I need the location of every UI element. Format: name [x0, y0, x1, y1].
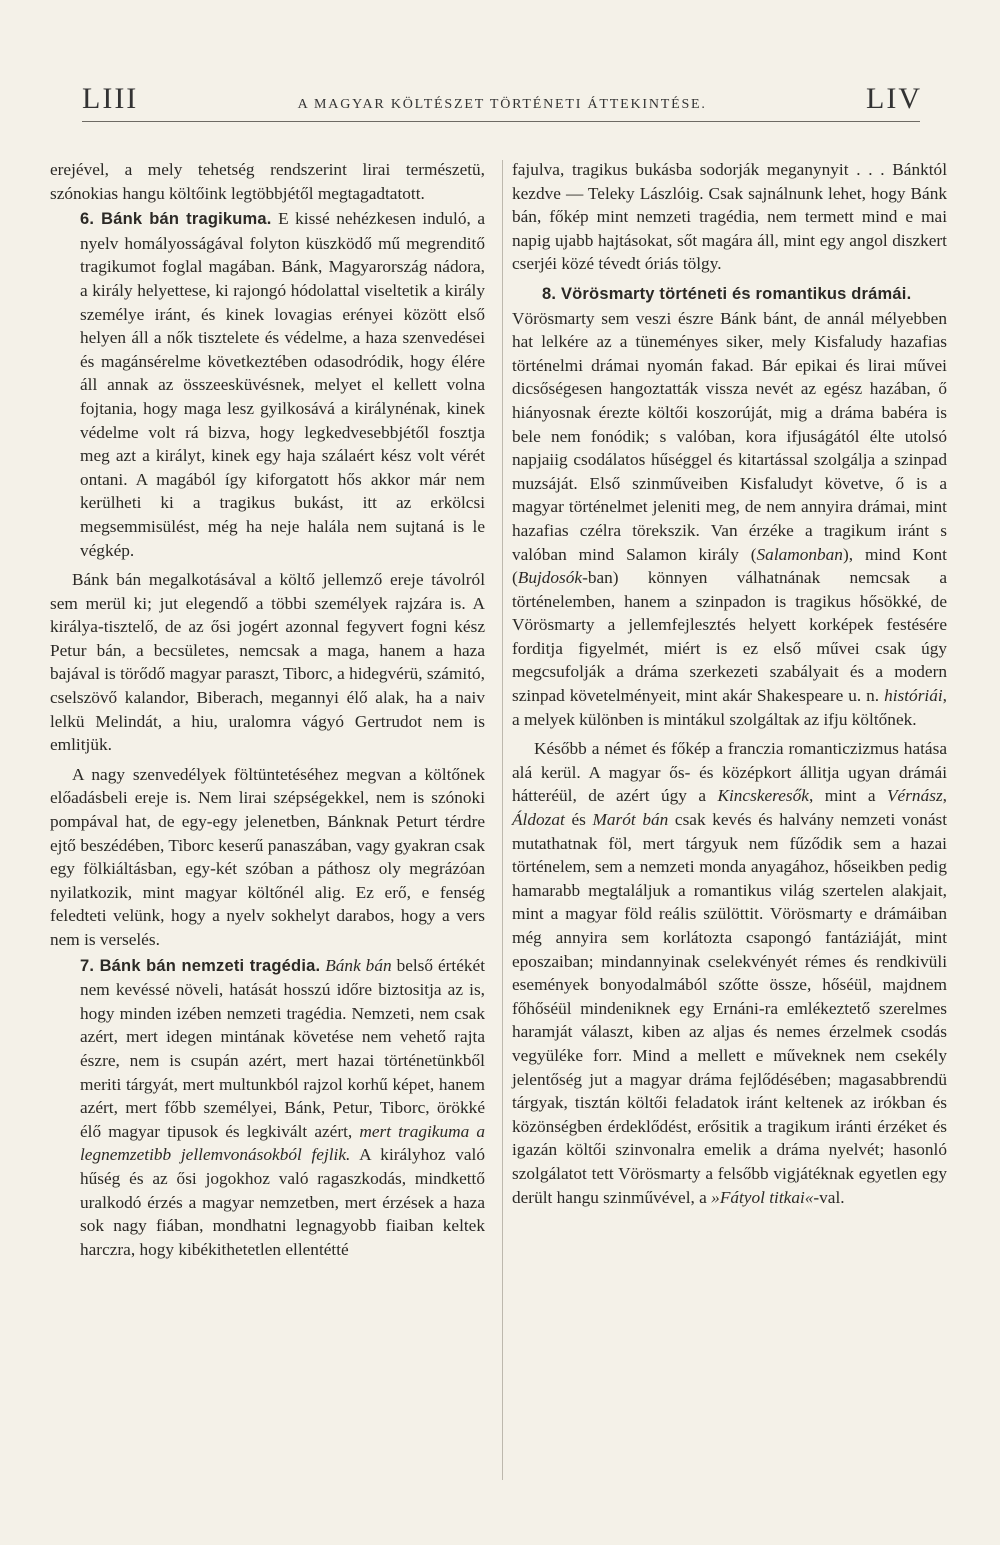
section-8-body	[512, 307, 947, 732]
section-heading: 7. Bánk bán nemzeti tragédia.	[80, 956, 321, 975]
column-divider	[502, 160, 503, 1480]
section-body: A királyhoz való hűség és az ősi jogokhoz való ragaszkodás, mindkettő uralkodó érzés a magyar nemzetben, mert érzések a haza sok nagy fiában, mondhatni legnagyobb fiaiban keltek harczra, hogy kibékithetetlen ellentétté	[80, 1145, 485, 1259]
text-run: és	[571, 810, 586, 830]
work-title: »Fátyol titkai«	[711, 1187, 814, 1207]
text-run: , a melyek különben is mintákul szolgáltak az ifju költőnek.	[512, 686, 947, 729]
section-body: E kissé nehézkesen induló, a nyelv homályosságával folyton küszködő mű megrenditő tragikumot foglal magában. Bánk, Magyarország nádora, a király helyettese, ki rajongó hódolattal viseltetik a király személye iránt, és kinek lovagias erényei között első helyen áll a nők tisztelete és védelme, a haza szenvedései és magánsérelme következtében odasodródik, hogy élére áll annak az összeesküvésnek, melyet el kellett volna fojtania, hogy maga lesz gyilkosává a királynénak, kinek védelme volt rá bizva, hogy legkedvesebbjétől fosztja meg azt a királyt, kinek egy haja szálaért kész volt vérét ontani. A magából így kiforgatott hős akkor már nem kerülheti ki a tragikus bukást, itt az erkölcsi megsemmisülést, még ha neje halála nem sujtaná is le végkép.	[80, 209, 485, 560]
page-header	[82, 82, 922, 122]
text-run: ), mind Kont (	[512, 544, 947, 588]
emphasis: mert tragikuma a legnemzetibb jellemvonásokból fejlik.	[80, 1121, 485, 1165]
work-title: Marót bán	[592, 810, 669, 830]
paragraph: fajulva, tragikus bukásba sodorják meganynyit . . . Bánktól kezdve — Teleky Lászlóig. Csak sajnálnunk lehet, hogy Bánk bán, főkép mint nemzeti tragédia, nem termett mind e mai napig ujabb hajtásokat, sőt magára áll, mint egy angol diszkert cserjéi közé tévedt óriás tölgy.	[512, 160, 947, 274]
work-title: Áldozat	[512, 810, 565, 830]
header-rule	[82, 121, 920, 122]
section-6	[80, 207, 485, 562]
paragraph: erejével, a mely tehetség rendszerint lirai természetü, szónokias hangu költőink legtöbbjétől megtagadtatott.	[50, 160, 485, 203]
text-run: Később a német és főkép a franczia romanticzizmus hatása alá kerül. A magyar ős- és középkort állitja ugyan drámái hátteréül, de azért úgy a	[512, 739, 947, 806]
text-run: -ban) könnyen válhatnának nemcsak a történelemben, hanem a szinpadon is tragikus hősökké, de Vörösmarty a jellemfejlesztés helyett korképek festésére forditja figyelmét, miért is ez első művei csak úgy megcsufolják a dráma szerkezeti szabályait és a modern szinpad követelményeit, mint akár Shakespeare u. n.	[512, 568, 947, 706]
text-run: , mint a	[808, 786, 876, 806]
section-body: belső értékét nem kevéssé növeli, hatását hosszú időre biztositja az is, hogy minden izében nemzeti tragédia. Nemzeti, nem csak azért, mert idegen mintának követése nem vehető rajta észre, nem is csupán azért, mert hazai történetünkből meriti tárgyát, mert multunkból rajzol korhű képet, hanem azért, mert főbb személyei, Bánk, Petur, Tiborc, örökké élő magyar tipusok és legkivált azért,	[80, 955, 485, 1141]
text-run: csak kevés és halvány nemzeti vonást mutathatnak föl, mert tárgyuk nem fűződik sem a hazai történelem, sem a nemzeti monda anyagához, hőseikben pedig hamarabb megtaláljuk a romantikus világ szertelen alakjait, mint a magyar föld reális szülöttit. Vörösmarty e drámáiban még annyira sem korlátozta csapongó fantáziáját, mint eposzaiban; mindannyinak cselekvényét rémes és rendkivüli események bonyodalmából szőtte össze, hőséül, majdnem főhőséül mindeniknek egy Ernáni-ra emlékeztető szerelmes haramját választ, kiben az aljas és nemes érzelmek csodás vegyüléke forr. Mind a mellett e műveknek nem csekély jelentőség jut a magyar dráma fejlődésében; magasabbrendü tárgyak, tisztán költői feladatok iránt keltenek az irókban és közönségben érdeklődést, erősitik a tragikum iránti érzéket és igazán költői szinvonalra emelik a dráma nyelvét; hasonló szolgálatot tett Vörösmarty a felsőbb vigjátéknak egyetlen egy derült hangu szinművével, a	[512, 810, 948, 1207]
section-8-heading-line	[542, 282, 947, 307]
left-column	[50, 158, 485, 1261]
work-title: Kincskeresők	[717, 786, 809, 806]
work-title: Salamonban	[756, 544, 843, 564]
left-page-number: LIII	[82, 82, 139, 115]
section-heading: 8. Vörösmarty történeti és romantikus drámái.	[542, 284, 912, 303]
section-heading: 6. Bánk bán tragikuma.	[80, 210, 272, 229]
section-7	[80, 954, 485, 1262]
work-title: históriái	[884, 686, 943, 706]
right-column	[512, 158, 947, 1209]
work-title: Bánk bán	[325, 955, 392, 975]
work-title: Vérnász	[886, 786, 943, 806]
paragraph: A nagy szenvedélyek föltüntetéséhez megvan a költőnek előadásbeli ereje is. Nem lirai szépségekkel, nem is szónoki pompával hat, de egy-egy jelenetben, Bánknak Peturt térdre ejtő beszédében, Tiborc keserű panaszában, vagy gyakran csak egy fölkiáltásban, egy-két szóban a páthosz oly megrázóan nyilatkozik, mint magyar költőnél alig. Ez erő, e fenség feledteti velünk, hogy a nyelv sokhelyt darabos, hogy a vers nem is verselés.	[50, 764, 485, 949]
text-run: ,	[942, 786, 947, 806]
work-title: Bujdosók	[517, 568, 583, 588]
paragraph	[512, 737, 947, 1209]
right-page-number: LIV	[866, 82, 922, 115]
text-run: Vörösmarty sem veszi észre Bánk bánt, de annál mélyebben hat lelkére az a tüneményes siker, mely Kisfaludy hazafias történelmi drámai nyomán fakad. Bár epikai és lirai művei dicsőségesen hangoztatták vissza nevét az egész hazában, ő hiányosnak érezte költői koszorúját, mig a dráma babéra is bele nem fonódik; s valóban, kora ifjuságától élte utolsó napjaiig csodálatos hűséggel és kitartással szolgálja a szinpad muzsáját. Első szinműveiben Kisfaludyt követve, ő is a magyar történelmet jeleniti meg, de nem annyira drámai, mint hazafias czélra törekszik. Van érzéke a tragikum iránt s valóban mind Salamon király (	[512, 308, 947, 564]
text-run: -val.	[813, 1187, 845, 1207]
running-title: A MAGYAR KÖLTÉSZET TÖRTÉNETI ÁTTEKINTÉSE.	[297, 97, 707, 112]
paragraph: Bánk bán megalkotásával a költő jellemző ereje távolról sem merül ki; jut elegendő a többi személyek rajzára is. A királya-tisztelő, de az ősi jogért azonnal fegyvert fogni kész Petur bán, a becsületes, nemcsak a maga, hanem a haza bajával is törődő magyar paraszt, Tiborc, a hidegvérü, számitó, cselszövő kalandor, Biberach, megannyi élő alak, ha a naiv lelkü Melindát, a hiu, uralomra vágyó Gertrudot nem is emlitjük.	[50, 570, 485, 755]
